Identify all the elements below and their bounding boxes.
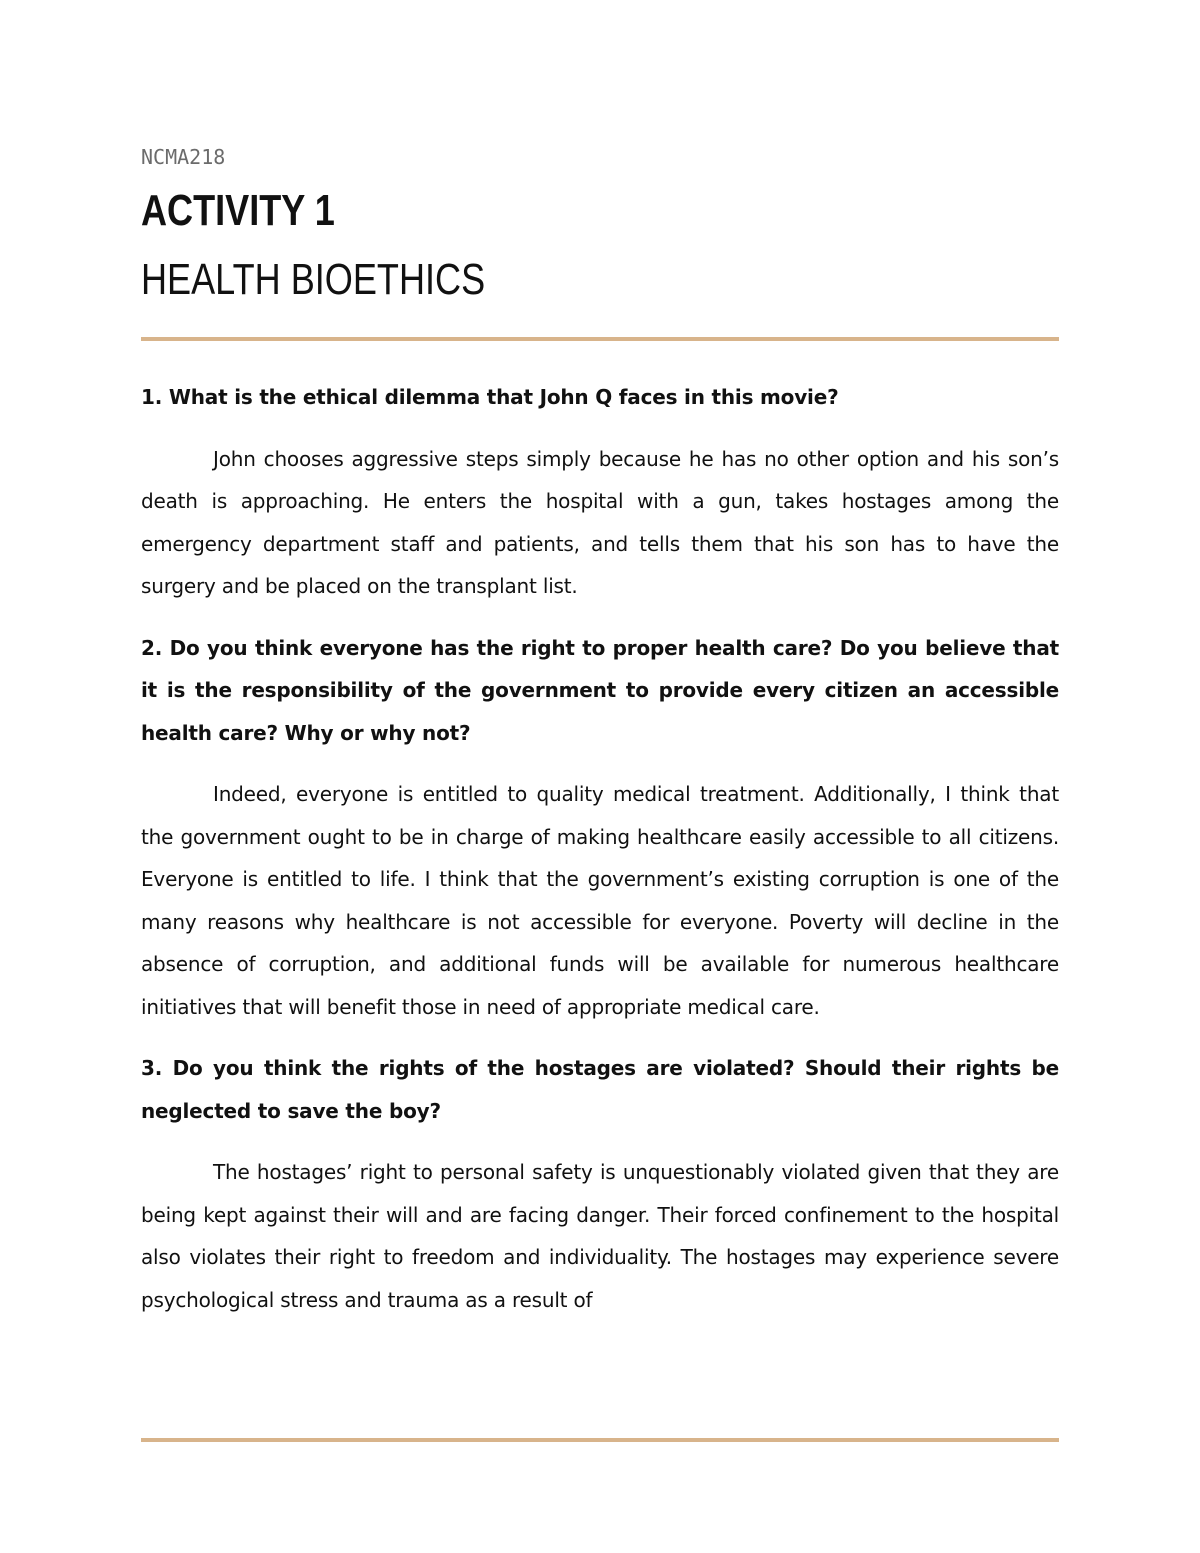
- question-1: 1. What is the ethical dilemma that John Q faces in this movie?: [141, 385, 839, 409]
- document-body: [141, 376, 1059, 1321]
- activity-subtitle: HEALTH BIOETHICS: [141, 255, 486, 304]
- answer-2: Indeed, everyone is entitled to quality medical treatment. Additionally, I think that the government ought to be in charge of making healthcare easily accessible to all citizens. Everyone is entitled to life. I think that the government’s existing corruption is one of the many reasons why healthcare is not accessible for everyone. Poverty will decline in the absence of corruption, and additional funds will be available for numerous healthcare initiatives that will benefit those in need of appropriate medical care.: [141, 782, 1059, 1019]
- answer-1: John chooses aggressive steps simply because he has no other option and his son’s death is approaching. He enters the hospital with a gun, takes hostages among the emergency department staff and patients, and tells them that his son has to have the surgery and be placed on the transplant list.: [141, 446, 1059, 598]
- answer-3: The hostages’ right to personal safety is unquestionably violated given that they are being kept against their will and are facing danger. Their forced confinement to the hospital also violates their right to freedom and individuality. The hostages may experience severe psychological stress and trauma as a result of: [141, 1160, 1059, 1312]
- header-divider: [141, 337, 1059, 341]
- footer-divider: [141, 1438, 1059, 1442]
- question-3: 3. Do you think the rights of the hostages are violated? Should their rights be neglected to save the boy?: [141, 1056, 1059, 1123]
- question-2: 2. Do you think everyone has the right to proper health care? Do you believe that it is the responsibility of the government to provide every citizen an accessible health care? Why or why not?: [141, 635, 1059, 745]
- course-code: NCMA218: [141, 145, 226, 169]
- activity-title: ACTIVITY 1: [141, 186, 335, 235]
